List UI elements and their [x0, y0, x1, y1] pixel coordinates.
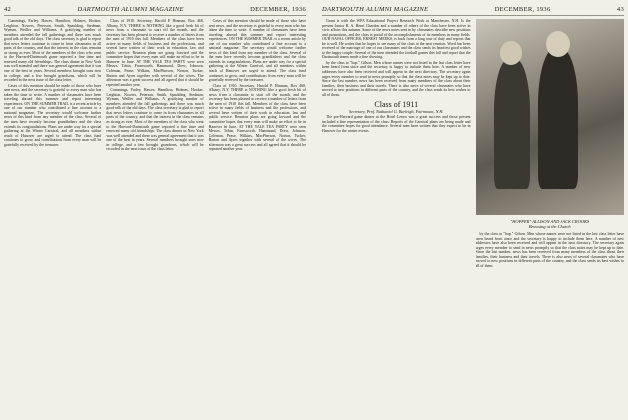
right-page-number: 43 [616, 6, 624, 13]
photo-caption [476, 219, 625, 229]
photo-figure-right [538, 49, 578, 189]
right-month: DECEMBER, 1936 [494, 6, 551, 13]
photo-head-right [546, 31, 570, 57]
left-col-2 [106, 19, 203, 419]
right-columns [322, 19, 624, 419]
right-page [314, 0, 628, 420]
class-1911-heading: Class of 1911 [374, 100, 419, 110]
right-col-2 [476, 19, 625, 419]
photo-head-left [500, 41, 522, 65]
photo-hopper-allison-jack-crooks [476, 19, 625, 215]
right-col-1-text: Grant is with the WPA Educational Project Research Work at Manchester, N.H. Is the present Junior R. A. Henri Chardon and a number of others of the class have been active in civic affairs this autumn. Some of the news notes sent in by classmates describe new positions and promotions, and the class is proud of the accomplishments of its members in many fields. OUR NAVAL OFFICER, ERNEST MEEKS, is back from a long tour of duty and reports that he is well. He writes that he hopes to see many of the class at the next reunion. Word has been received of the marriage of one of our classmates and the class sends its heartiest good wishes to the happy couple. Several of the men attended the football games this fall and report that the Dartmouth teams made a fine showing. [322, 19, 471, 60]
right-col-1-lower-text: The pre-Harvard game dinner at the Hotel Lenox was a great success and those present included a fine representation of the class. Reports of the Carnival plans are being made and the committee hopes for good attendance. Several men have written that they expect to be in Hanover for the winter events. [322, 115, 471, 133]
right-running-head [322, 4, 624, 16]
right-col-1 [322, 19, 471, 419]
photo-caption-subtitle: Browsing at the Church [528, 224, 571, 229]
left-col-1 [4, 19, 101, 419]
right-col-2-text: by the class to "hop." Gilson. Men whose names were not listed in the last class letter have been heard from since and the secretary is happy to include them here. A number of new addresses have also been received and will appear in the next directory. The secretary again urges every member to send in news promptly so that the class notes may be kept up to date. Since the last number, news has been received from many members of the class about their families, their business and their travels. There is also news of several classmates who have moved to new positions in different parts of the country, and the class sends its best wishes to all of them. [475, 232, 624, 268]
class-1911-secretary: Secretary, Prof. Nathaniel G. Burleigh, Fairmount, N.H. [349, 109, 444, 115]
left-columns [4, 19, 306, 419]
left-running-head [4, 4, 306, 16]
left-col-1-text: Cummings, Farley, Hawes, Hamilton, Holmes, Hooker, Leighton, Nowers, Peterson, Smith, Spaulding, Stedman, Wyman, Weiller and Williams. A gratifying number of members attended the fall gatherings and there was much good talk of the old days. The class secretary is glad to report that news letters continue to come in from classmates in all parts of the country, and that the interest in the class remains as strong as ever. Most of the members of the class who went to the Harvard-Dartmouth game reported a fine time and renewed many old friendships. The class dinner in New York was well attended and there was general agreement that it was one of the best in years. Several members brought sons now in college, and a few brought grandsons, which will be recorded in the next issue of the class letter. [4, 19, 102, 83]
right-magazine-title: DARTMOUTH ALUMNI MAGAZINE [322, 6, 429, 13]
left-col-2-text: Class of 1910. Secretary, Harold P. Hinman, Box 468, Albany, N.Y. THERE is NOTHING like a good fresh bit of news from a classmate to start off the month, and the secretary has been pleased to receive a number of letters from the men of 1910 this fall. Members of the class have been active in many fields of business and the professions, and several have written of their work in education, law and public service. Reunion plans are going forward and the committee hopes that every man will make an effort to be in Hanover in June. AT THE YALE TEA PARTY were seen Messrs. Tobin, Farnsworth, Hammond, Drew, Johnson, Coleman, Pease, Wilkins, MacPherson, Norton, Tucker, Barton and Ayres together with several of the wives. The afternoon was a great success and all agreed that it should be repeated another year. [106, 19, 204, 87]
left-col-2-text-cont: Cummings, Farley, Hawes, Hamilton, Holmes, Hooker, Leighton, Nowers, Peterson, Smith, Spaulding, Stedman, Wyman, Weiller and Williams. A gratifying number of members attended the fall gatherings and there was much good talk of the old days. The class secretary is glad to report that news letters continue to come in from classmates in all parts of the country, and that the interest in the class remains as strong as ever. Most of the members of the class who went to the Harvard-Dartmouth game reported a fine time and renewed many old friendships. The class dinner in New York was well attended and there was general agreement that it was one of the best in years. Several members brought sons now in college, and a few brought grandsons, which will be recorded in the next issue of the class letter. [106, 88, 204, 152]
left-page-number: 42 [4, 6, 12, 13]
magazine-title: DARTMOUTH ALUMNI MAGAZINE [77, 6, 184, 13]
photo-figure-left [494, 59, 530, 189]
photo-caption-names: "HOPPER" ALLISON AND JACK CROOKS [510, 219, 590, 224]
right-col-1-text-cont: by the class to "hop." Gilson. Men whose names were not listed in the last class letter have been heard from since and the secretary is happy to include them here. A number of new addresses have also been received and will appear in the next directory. The secretary again urges every member to send in news promptly so that the class notes may be kept up to date. Since the last number, news has been received from many members of the class about their families, their business and their travels. There is also news of several classmates who have moved to new positions in different parts of the country, and the class sends its best wishes to all of them. [322, 60, 471, 97]
left-col-1-text-cont: Cases of this mention should be made of those who have sent news, and the secretary is grateful to every man who has taken the time to write. A number of classmates have been traveling abroad this summer and report interesting experiences. ON THE SUMMER TRAIL is a recent article by one of our number who contributed a fine account to a national magazine. The secretary would welcome further news of this kind from any member of the class. Several of the men have recently become grandfathers and the class extends its congratulations. Plans are under way for a special gathering at the Winter Carnival, and all members within reach of Hanover are urged to attend. The class fund continues to grow, and contributions from every man will be gratefully received by the treasurer. [4, 83, 102, 147]
left-month: DECEMBER, 1936 [250, 6, 306, 13]
left-col-3-text-cont: Class of 1910. Secretary, Harold P. Hinman, Box 468, Albany, N.Y. THERE is NOTHING like a good fresh bit of news from a classmate to start off the month, and the secretary has been pleased to receive a number of letters from the men of 1910 this fall. Members of the class have been active in many fields of business and the professions, and several have written of their work in education, law and public service. Reunion plans are going forward and the committee hopes that every man will make an effort to be in Hanover in June. AT THE YALE TEA PARTY were seen Messrs. Tobin, Farnsworth, Hammond, Drew, Johnson, Coleman, Pease, Wilkins, MacPherson, Norton, Tucker, Barton and Ayres together with several of the wives. The afternoon was a great success and all agreed that it should be repeated another year. [208, 83, 306, 152]
left-col-3-text: Cases of this mention should be made of those who have sent news, and the secretary is grateful to every man who has taken the time to write. A number of classmates have been traveling abroad this summer and report interesting experiences. ON THE SUMMER TRAIL is a recent article by one of our number who contributed a fine account to a national magazine. The secretary would welcome further news of this kind from any member of the class. Several of the men have recently become grandfathers and the class extends its congratulations. Plans are under way for a special gathering at the Winter Carnival, and all members within reach of Hanover are urged to attend. The class fund continues to grow, and contributions from every man will be gratefully received by the treasurer. [208, 19, 306, 83]
left-col-3 [209, 19, 306, 419]
